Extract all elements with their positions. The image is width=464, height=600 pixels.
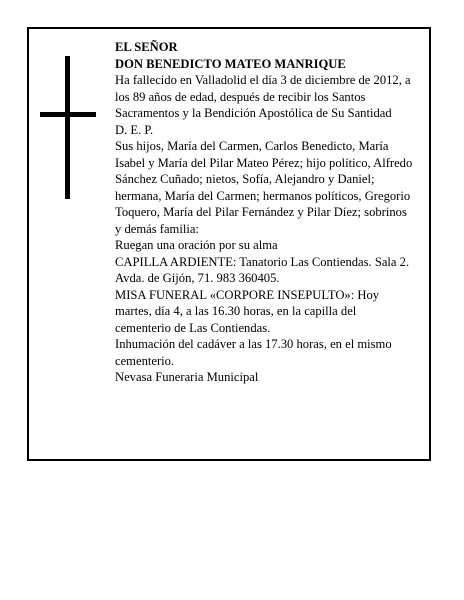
family-list: Sus hijos, María del Carmen, Carlos Benedicto, María Isabel y María del Pilar Mateo Pérez; hijo político, Alfredo Sánchez Cuñado; nietos, Sofía, Alejandro y Daniel; hermana, María del Carmen; hermanos políticos, Gregorio Toquero, María del Pilar Fernández y Pilar Díez; sobrinos y demás familia: xyxy=(115,139,413,236)
obituary-notice xyxy=(27,27,431,461)
latin-cross-icon xyxy=(40,56,96,199)
funeral-home: Nevasa Funeraria Municipal xyxy=(115,370,259,384)
funeral-mass-info: MISA FUNERAL «CORPORE INSEPULTO»: Hoy martes, día 4, a las 16.30 horas, en la capilla del cementerio de Las Contiendas. xyxy=(115,287,380,335)
dep-line: D. E. P. xyxy=(115,122,154,137)
burial-info: Inhumación del cadáver a las 17.30 horas, en el mismo cementerio. xyxy=(115,337,392,368)
cross-horizontal-bar xyxy=(40,112,96,117)
notice-text-block xyxy=(115,39,415,386)
chapel-info: CAPILLA ARDIENTE: Tanatorio Las Contiendas. Sala 2. Avda. de Gijón, 71. 983 360405. xyxy=(115,254,410,285)
deceased-name: DON BENEDICTO MATEO MANRIQUE xyxy=(115,56,346,71)
title-line-1: EL SEÑOR xyxy=(115,40,178,54)
cross-vertical-bar xyxy=(65,56,70,199)
death-announcement: Ha fallecido en Valladolid el día 3 de diciembre de 2012, a los 89 años de edad, después de recibir los Santos Sacramentos y la Bendición Apostólica de Su Santidad xyxy=(115,73,411,120)
prayer-request: Ruegan una oración por su alma xyxy=(115,238,278,252)
